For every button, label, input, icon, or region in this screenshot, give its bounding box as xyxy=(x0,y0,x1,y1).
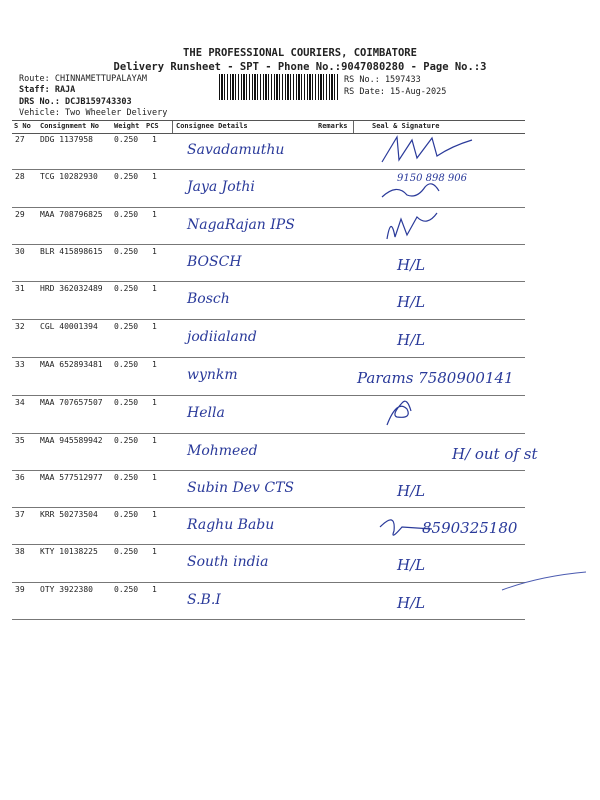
seal-signature-text: H/L xyxy=(397,556,426,574)
consignee-handwriting: Jaya Jothi xyxy=(187,179,255,195)
route-text: Route: CHINNAMETTUPALAYAM xyxy=(19,74,147,84)
consignee-handwriting: NagaRajan IPS xyxy=(187,217,295,233)
barcode xyxy=(219,74,340,100)
signature-scribble xyxy=(377,132,477,167)
pcs-value: 1 xyxy=(152,135,157,144)
consignment-number: MAA 707657507 xyxy=(40,398,103,407)
pcs-value: 1 xyxy=(152,436,157,445)
consignee-handwriting: Bosch xyxy=(187,291,230,307)
pcs-value: 1 xyxy=(152,210,157,219)
weight-value: 0.250 xyxy=(114,398,139,407)
table-row xyxy=(12,169,525,208)
col-seal: Seal & Signature xyxy=(372,122,440,130)
pcs-value: 1 xyxy=(152,473,157,482)
seal-signature-text: 9150 898 906 xyxy=(397,173,467,184)
consignment-number: MAA 945589942 xyxy=(40,436,103,445)
signature-scribble xyxy=(377,395,477,430)
consignment-number: MAA 577512977 xyxy=(40,473,103,482)
serial-number: 30 xyxy=(15,247,25,256)
serial-number: 36 xyxy=(15,473,25,482)
consignee-handwriting: S.B.I xyxy=(187,592,221,608)
serial-number: 38 xyxy=(15,547,25,556)
weight-value: 0.250 xyxy=(114,510,139,519)
seal-signature-text: H/L xyxy=(397,256,426,274)
weight-value: 0.250 xyxy=(114,436,139,445)
serial-number: 33 xyxy=(15,360,25,369)
staff-text: Staff: RAJA xyxy=(19,85,76,95)
consignee-handwriting: wynkm xyxy=(187,367,238,383)
table-row xyxy=(12,582,525,620)
consignment-number: OTY 3922380 xyxy=(40,585,93,594)
table-row xyxy=(12,207,525,245)
signature-scribble xyxy=(377,169,477,204)
table-row xyxy=(12,132,525,170)
consignee-handwriting: Hella xyxy=(187,405,225,421)
consignment-number: KTY 10138225 xyxy=(40,547,98,556)
weight-value: 0.250 xyxy=(114,210,139,219)
pcs-value: 1 xyxy=(152,172,157,181)
col-consignment: Consignment No xyxy=(40,122,100,130)
consignment-number: BLR 415898615 xyxy=(40,247,103,256)
table-row xyxy=(12,470,525,508)
weight-value: 0.250 xyxy=(114,247,139,256)
stray-pen-mark xyxy=(500,570,590,595)
pcs-value: 1 xyxy=(152,322,157,331)
table-row xyxy=(12,433,538,471)
consignee-handwriting: Subin Dev CTS xyxy=(187,480,295,496)
table-row xyxy=(12,244,525,282)
consignee-handwriting: Raghu Babu xyxy=(187,517,275,533)
runsheet-subtitle: Delivery Runsheet - SPT - Phone No.:9047080280 - Page No.:3 xyxy=(113,61,487,73)
weight-value: 0.250 xyxy=(114,135,139,144)
col-sno: S No xyxy=(14,122,31,130)
table-row xyxy=(12,544,525,583)
consignee-handwriting: jodiialand xyxy=(187,329,257,345)
signature-scribble xyxy=(372,507,472,542)
consignment-number: DDG 1137958 xyxy=(40,135,93,144)
col-weight: Weight xyxy=(114,122,140,130)
col-consignee: Consignee Details xyxy=(176,122,248,130)
consignment-number: CGL 40001394 xyxy=(40,322,98,331)
pcs-value: 1 xyxy=(152,360,157,369)
consignment-number: KRR 50273504 xyxy=(40,510,98,519)
seal-signature-text: H/L xyxy=(397,482,426,500)
consignee-handwriting: Savadamuthu xyxy=(187,142,285,158)
table-row xyxy=(12,507,525,545)
consignee-handwriting: South india xyxy=(187,554,269,570)
weight-value: 0.250 xyxy=(114,172,139,181)
signature-scribble xyxy=(377,207,477,242)
serial-number: 32 xyxy=(15,322,25,331)
serial-number: 37 xyxy=(15,510,25,519)
consignment-number: HRD 362032489 xyxy=(40,284,103,293)
table-row xyxy=(12,281,525,320)
seal-signature-text: Params 7580900141 xyxy=(357,369,514,387)
serial-number: 29 xyxy=(15,210,25,219)
consignment-number: MAA 708796825 xyxy=(40,210,103,219)
pcs-value: 1 xyxy=(152,284,157,293)
serial-number: 39 xyxy=(15,585,25,594)
consignee-handwriting: Mohmeed xyxy=(187,443,258,459)
consignment-number: TCG 10282930 xyxy=(40,172,98,181)
consignment-number: MAA 652893481 xyxy=(40,360,103,369)
weight-value: 0.250 xyxy=(114,284,139,293)
seal-signature-text: 8590325180 xyxy=(422,519,518,537)
seal-signature-text: H/L xyxy=(397,331,426,349)
rs-date: RS Date: 15-Aug-2025 xyxy=(344,87,447,97)
col-pcs: PCS xyxy=(146,122,159,130)
col-remarks: Remarks xyxy=(318,122,348,130)
serial-number: 34 xyxy=(15,398,25,407)
vehicle-text: Vehicle: Two Wheeler Delivery xyxy=(19,108,168,118)
pcs-value: 1 xyxy=(152,510,157,519)
pcs-value: 1 xyxy=(152,547,157,556)
table-row xyxy=(12,395,525,434)
table-row xyxy=(12,357,525,396)
runsheet-title: THE PROFESSIONAL COURIERS, COIMBATORE xyxy=(183,47,417,59)
weight-value: 0.250 xyxy=(114,585,139,594)
serial-number: 27 xyxy=(15,135,25,144)
pcs-value: 1 xyxy=(152,585,157,594)
weight-value: 0.250 xyxy=(114,547,139,556)
seal-signature-text: H/L xyxy=(397,293,426,311)
seal-signature-text: H/L xyxy=(397,594,426,612)
pcs-value: 1 xyxy=(152,398,157,407)
serial-number: 31 xyxy=(15,284,25,293)
weight-value: 0.250 xyxy=(114,473,139,482)
consignee-handwriting: BOSCH xyxy=(187,254,242,270)
table-row xyxy=(12,319,525,358)
drs-number: DRS No.: DCJB159743303 xyxy=(19,97,132,107)
rs-number: RS No.: 1597433 xyxy=(344,75,421,85)
seal-signature-text: H/ out of st xyxy=(452,445,538,463)
serial-number: 28 xyxy=(15,172,25,181)
pcs-value: 1 xyxy=(152,247,157,256)
serial-number: 35 xyxy=(15,436,25,445)
weight-value: 0.250 xyxy=(114,322,139,331)
weight-value: 0.250 xyxy=(114,360,139,369)
